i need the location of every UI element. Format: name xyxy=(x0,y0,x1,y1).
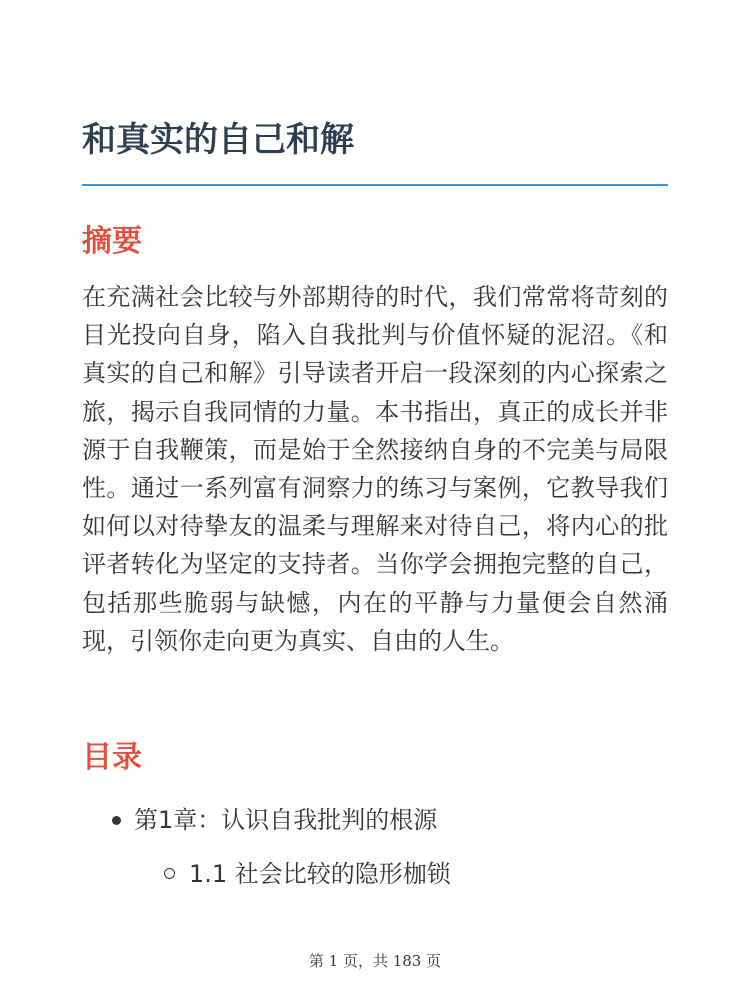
book-title: 和真实的自己和解 xyxy=(82,120,354,160)
toc-section-label: 1.1 社会比较的隐形枷锁 xyxy=(189,860,451,888)
abstract-text: 在充满社会比较与外部期待的时代，我们常常将苛刻的目光投向自身，陷入自我批判与价值怀疑的泥沼。《和真实的自己和解》引导读者开启一段深刻的内心探索之旅，揭示自我同情的力量。本书指出，真正的成长并非源于自我鞭策，而是始于全然接纳自身的不完美与局限性。通过一系列富有洞察力的练习与案例，它教导我们如何以对待挚友的温柔与理解来对待自己，将内心的批评者转化为坚定的支持者。当你学会拥抱完整的自己，包括那些脆弱与缺憾，内在的平静与力量便会自然涌现，引领你走向更为真实、自由的人生。 xyxy=(82,283,668,655)
toc-sublist xyxy=(82,854,668,894)
toc-chapter-label: 第1章：认识自我批判的根源 xyxy=(134,806,438,834)
toc-chapter-1 xyxy=(82,800,668,840)
abstract-heading: 摘要 xyxy=(82,224,142,259)
page-content xyxy=(82,110,668,894)
bullet-icon xyxy=(112,816,121,825)
page-number-footer: 第 1 页，共 183 页 xyxy=(308,952,442,970)
toc-list xyxy=(82,800,668,840)
toc-heading: 目录 xyxy=(82,740,142,775)
hollow-bullet-icon xyxy=(164,868,175,879)
title-divider xyxy=(82,184,668,186)
toc-section-1-1 xyxy=(82,854,668,894)
